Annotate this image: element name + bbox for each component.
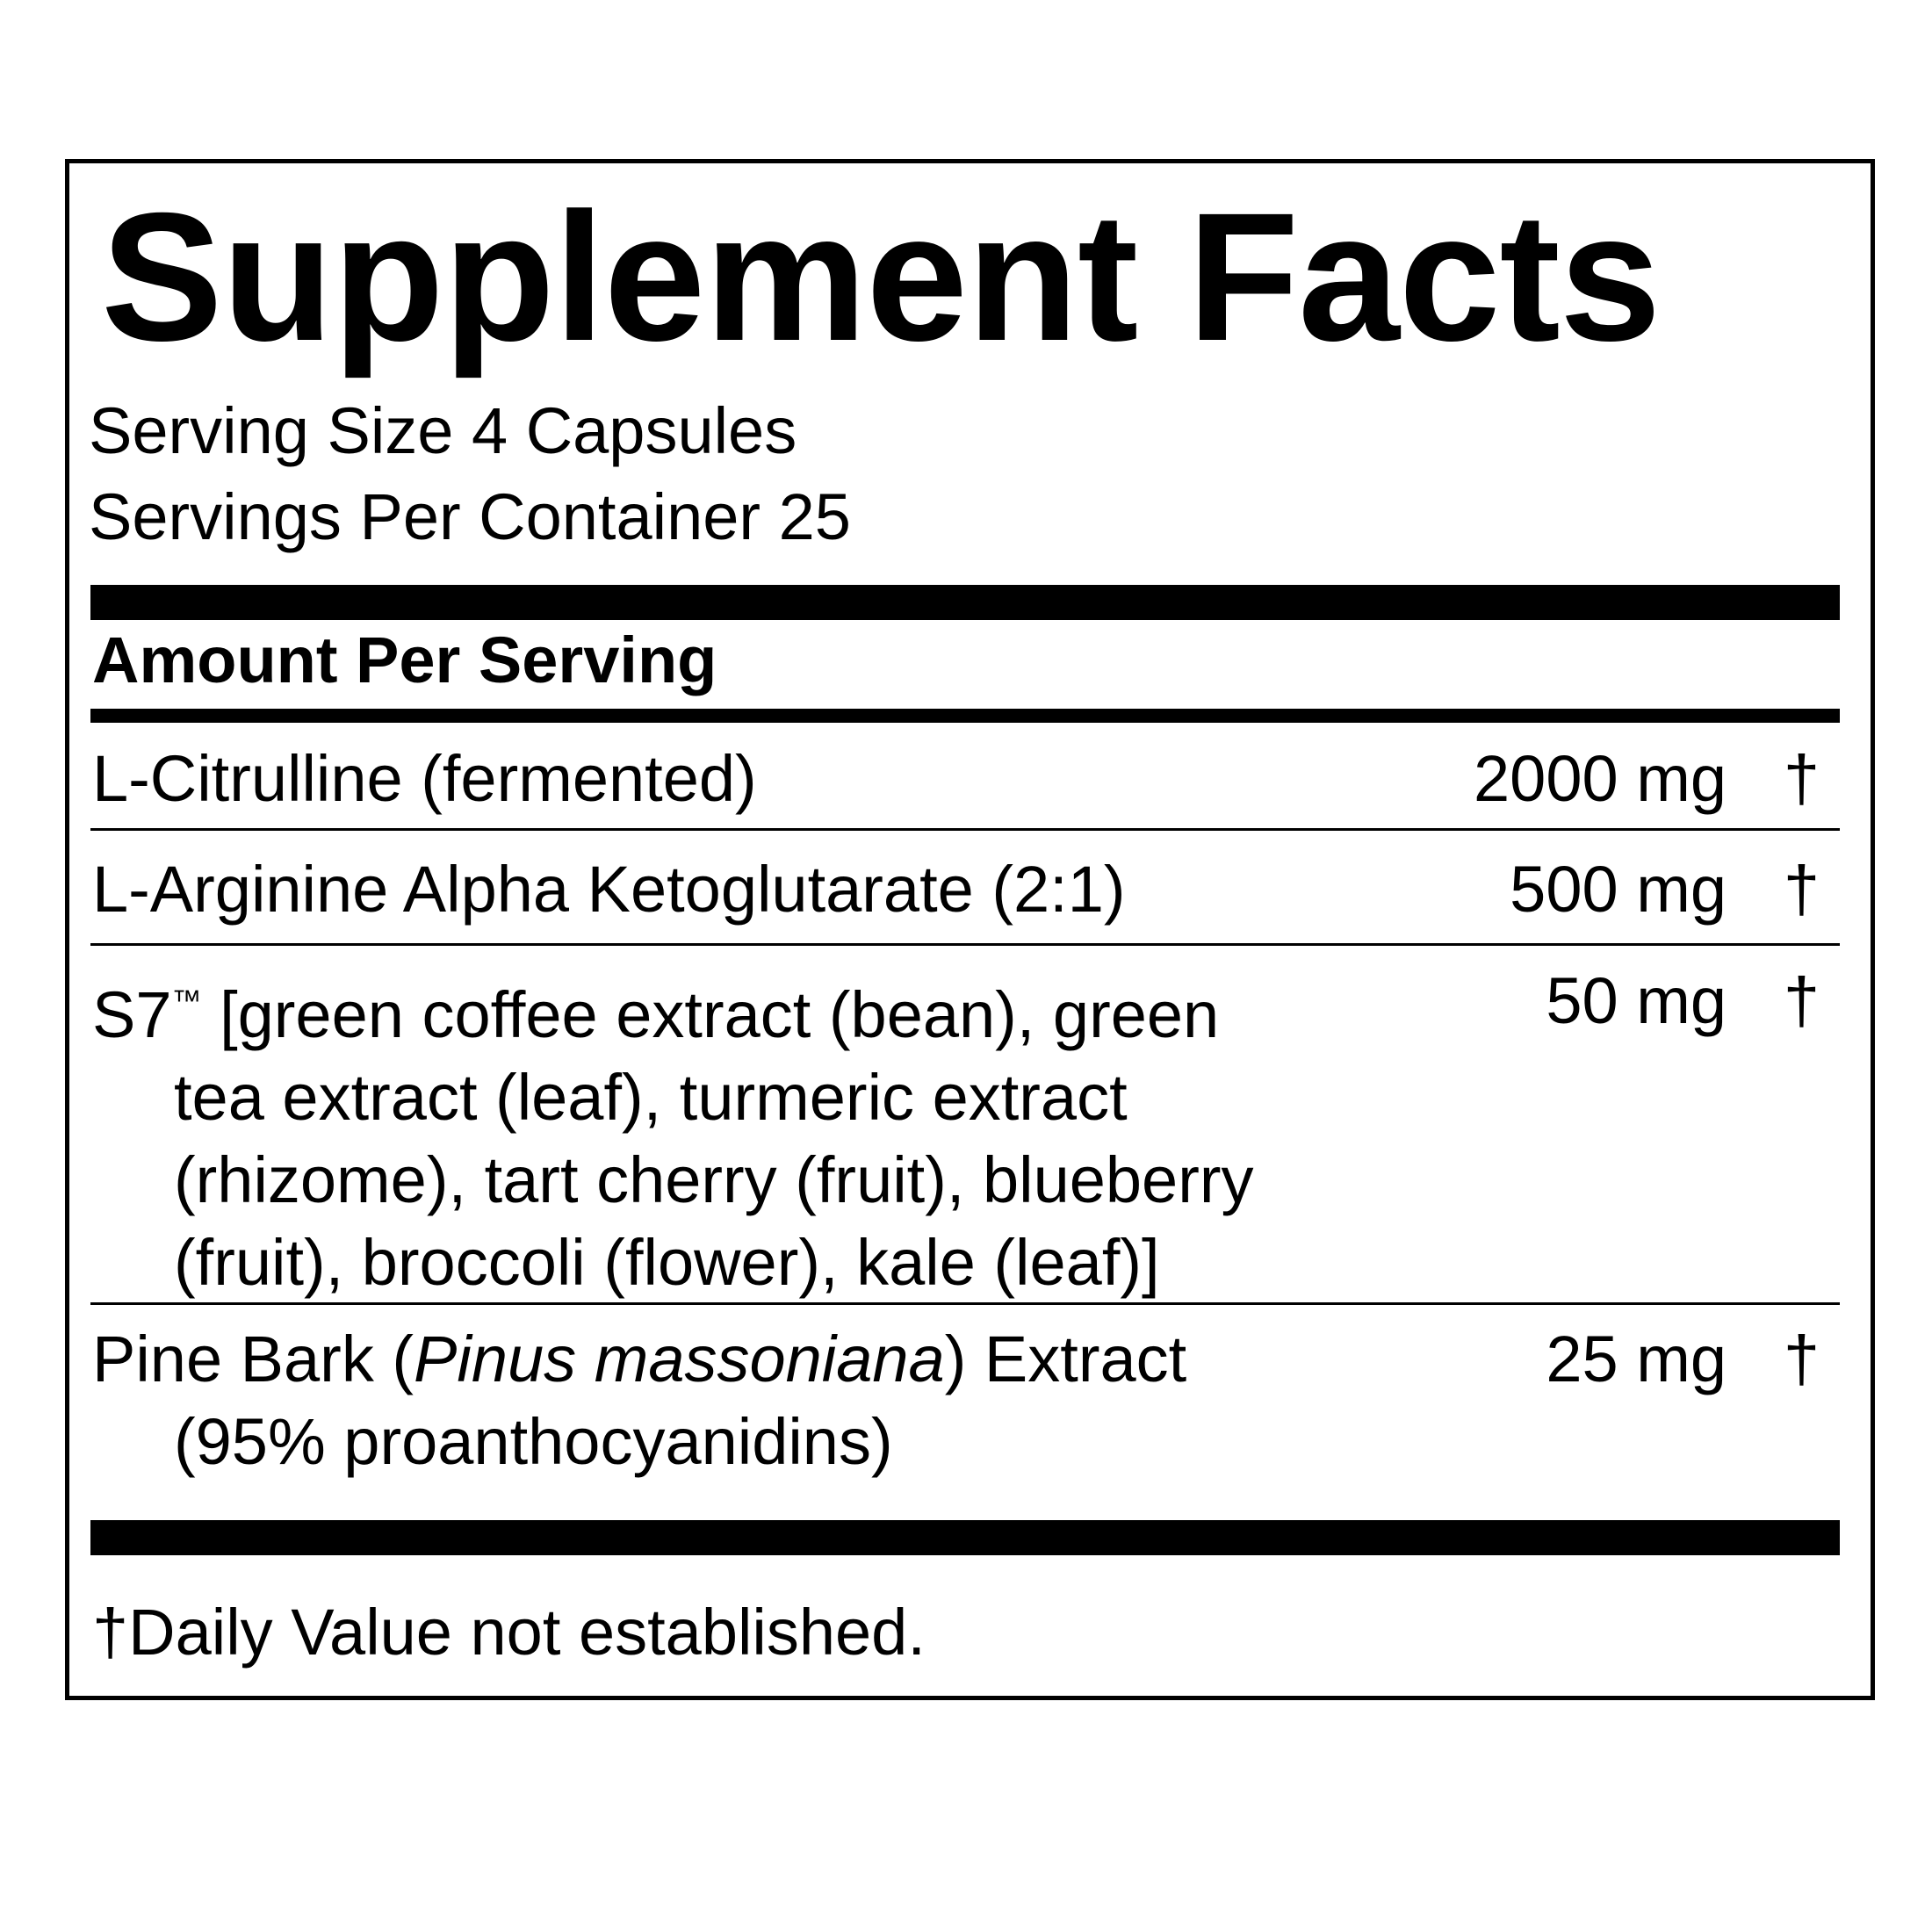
row-divider bbox=[90, 828, 1840, 831]
ingredient-name: L-Citrulline (fermented) bbox=[92, 742, 757, 815]
thick-divider-top bbox=[90, 585, 1840, 620]
ingredient-name: S7™ [green coffee extract (bean), green tea extract (leaf), turmeric extract (rhizome), tart cherry (fruit), blueberry (fruit), broccoli (flower), kale (leaf)] bbox=[92, 978, 1254, 1299]
daily-value-dagger: † bbox=[1783, 964, 1820, 1037]
label-title: Supplement Facts bbox=[101, 176, 1661, 379]
ingredient-name: Pine Bark (Pinus massoniana) Extract (95% proanthocyanidins) bbox=[92, 1323, 1187, 1478]
botanical-name: Pinus massoniana bbox=[414, 1323, 945, 1395]
daily-value-dagger: † bbox=[1783, 1323, 1820, 1395]
ingredient-name: L-Arginine Alpha Ketoglutarate (2:1) bbox=[92, 853, 1126, 926]
ingredient-amount: 500 mg bbox=[1510, 853, 1727, 926]
ingredient-brand: S7 bbox=[92, 978, 172, 1051]
row-divider bbox=[90, 943, 1840, 946]
trademark-symbol: ™ bbox=[171, 984, 202, 1018]
row-divider bbox=[90, 1302, 1840, 1305]
ingredient-amount: 2000 mg bbox=[1474, 742, 1727, 815]
thick-divider-bottom bbox=[90, 1520, 1840, 1555]
ingredient-amount: 25 mg bbox=[1546, 1323, 1727, 1395]
ingredient-amount: 50 mg bbox=[1546, 964, 1727, 1037]
serving-size: Serving Size 4 Capsules bbox=[89, 394, 797, 467]
footnote: †Daily Value not established. bbox=[92, 1596, 926, 1669]
daily-value-dagger: † bbox=[1783, 742, 1820, 815]
amount-per-serving-header: Amount Per Serving bbox=[92, 624, 717, 696]
medium-divider bbox=[90, 709, 1840, 723]
daily-value-dagger: † bbox=[1783, 853, 1820, 926]
supplement-facts-panel bbox=[65, 159, 1875, 1700]
servings-per-container: Servings Per Container 25 bbox=[89, 480, 851, 553]
